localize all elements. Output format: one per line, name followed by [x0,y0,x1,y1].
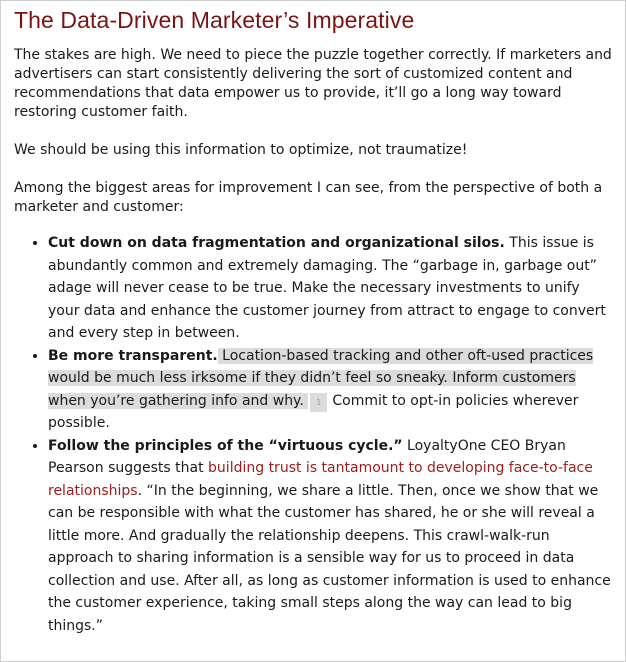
list-item-lead: Cut down on data fragmentation and organizational silos. [48,235,505,251]
optimize-paragraph: We should be using this information to optimize, not traumatize! [14,142,468,158]
list-item-text: Commit to opt-in policies wherever possible. [48,392,579,431]
list-item-virtuous-cycle [48,435,614,638]
article [14,0,614,637]
trust-article-link[interactable]: building trust is tantamount to developing face-to-face relationships [48,460,593,499]
list-item-text: This issue is abundantly common and extremely damaging. The “garbage in, garbage out” adage will never cease to be true. Make the necessary investments to unify your data and enhance the customer journey from attract to engage to convert and every step in between. [48,235,606,341]
list-item-text: LoyaltyOne CEO Bryan Pearson suggests that [48,437,566,476]
article-title: The Data-Driven Marketer’s Imperative [14,7,415,33]
intro-paragraph: The stakes are high. We need to piece the puzzle together correctly. If marketers and advertisers can start consistently delivering the sort of customized content and recommendations that data empower us to provide, it’ll go a long way toward restoring customer faith. [14,47,612,120]
list-item-lead: Be more transparent. [48,347,218,364]
reference-marker[interactable]: 1 [310,393,327,412]
list-item-lead: Follow the principles of the “virtuous cycle.” [48,437,403,454]
list-item-silos [48,232,614,345]
improvement-list [14,232,614,637]
improvement-paragraph: Among the biggest areas for improvement I can see, from the perspective of both a marketer and customer: [14,180,603,215]
list-item-quote: . “In the beginning, we share a little. Then, once we show that we can be responsible with what the customer has shared, he or she will reveal a little more. And gradually the relationship deepens. This crawl-walk-run approach to sharing information is a sensible way for us to proceed in data collection and use. After all, as long as customer information is used to enhance the customer experience, taking small steps along the way can lead to big things.” [48,482,611,634]
highlighted-text: Location-based tracking and other oft-used practices would be much less irksome if they didn’t feel so sneaky. Inform customers when you’re gathering info and why. [48,347,594,409]
list-item-transparent [48,345,614,435]
